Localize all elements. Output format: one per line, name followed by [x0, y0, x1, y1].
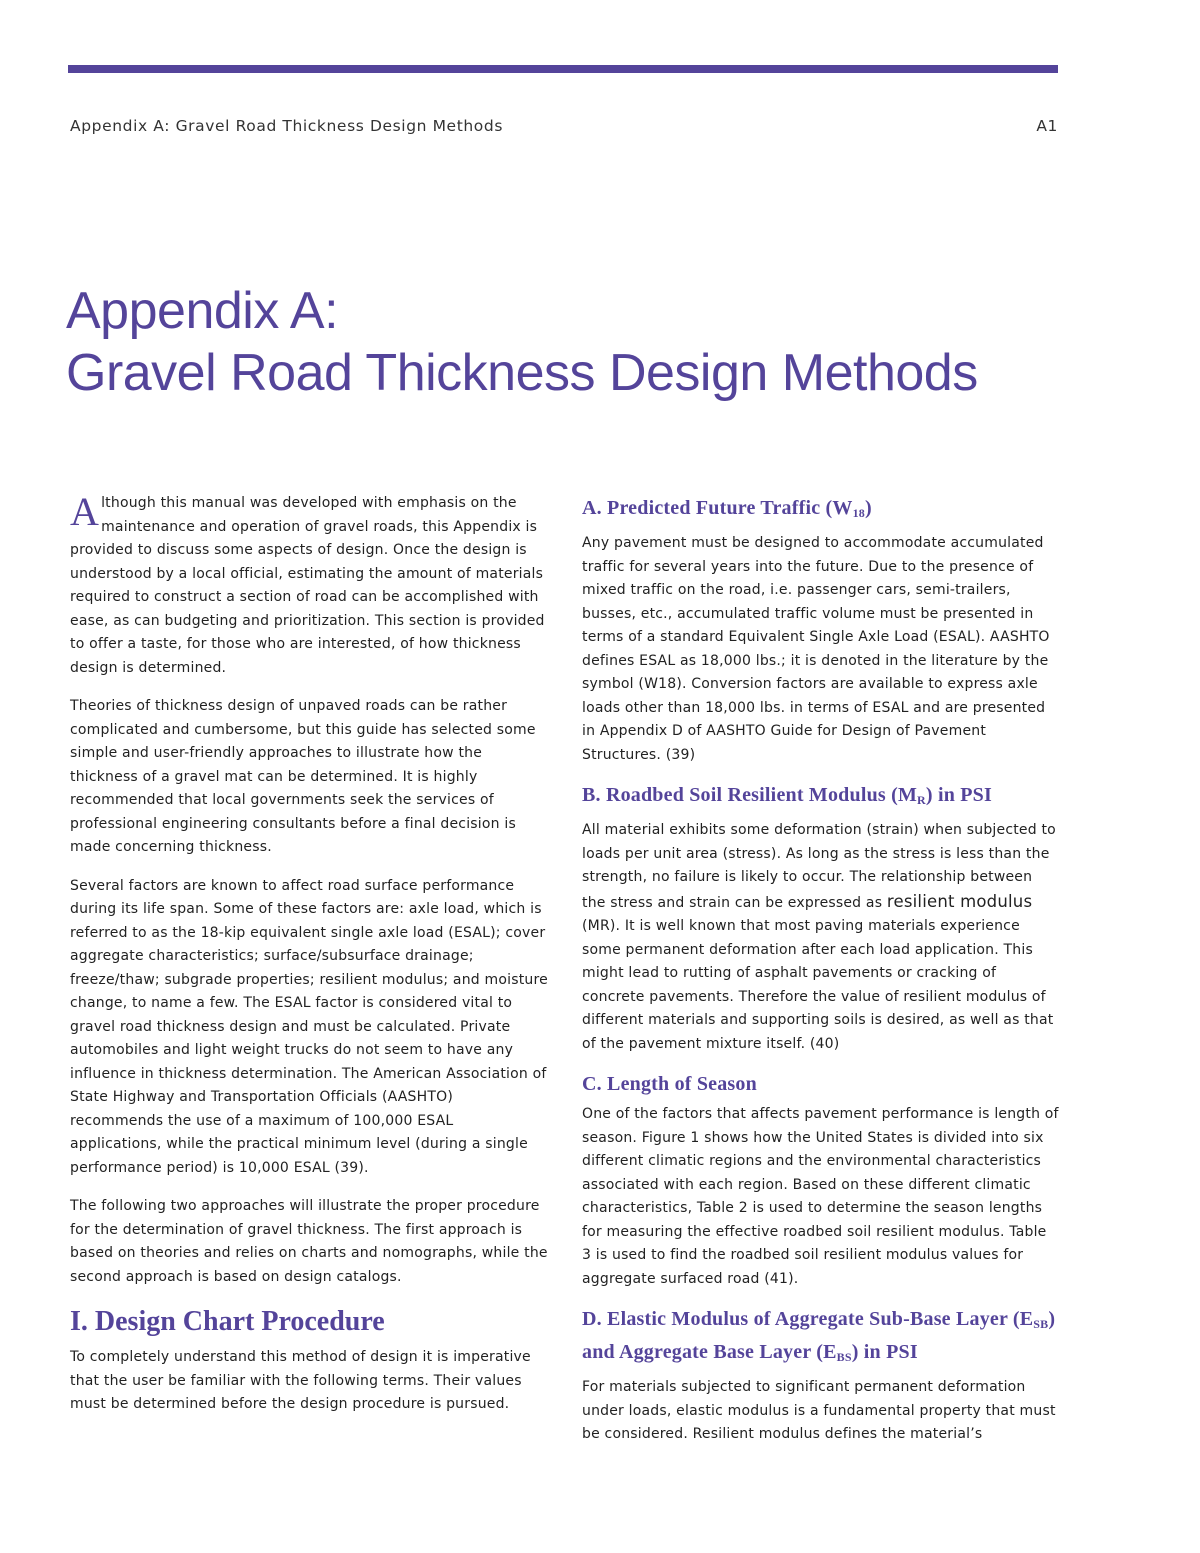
paragraph-predicted-traffic: Any pavement must be designed to accommodate accumulated traffic for several years into the future. Due to the presence of mixed traffic on the road, i.e. passenger cars, semi-trailers, busses, etc., accumulated traffic volume must be presented in terms of a standard Equivalent Single Axle Load (ESAL). AASHTO defines ESAL as 18,000 lbs.; it is denoted in the literature by the symbol (W18). Conversion factors are available to express axle loads other than 18,000 lbs. in terms of ESAL and are presented in Appendix D of AASHTO Guide for Design of Pavement Structures. (39) — [582, 535, 1050, 763]
paragraph-terms: To completely understand this method of design it is imperative that the user be familiar with the following terms. Their values must be determined before the design procedure is pursued. — [70, 1349, 531, 1412]
running-header — [70, 117, 1058, 135]
paragraph-resilient-modulus: All material exhibits some deformation (strain) when subjected to loads per unit area (stress). As long as the stress is less than the strength, no failure is likely to occur. The relationship between the stress and strain can be expressed as resilient modulus (MR). It is well known that most paving materials experience some permanent deformation after each load application. This might lead to rutting of asphalt pavements or cracking of concrete pavements. Therefore the value of resilient modulus of different materials and supporting soils is desired, as well as that of the pavement mixture itself. (40) — [582, 822, 1056, 1052]
paragraph-theories: Theories of thickness design of unpaved roads can be rather complicated and cumbersome, but this guide has selected some simple and user-friendly approaches to illustrate how the thickness of a gravel mat can be determined. It is highly recommended that local governments seek the services of professional engineering consultants before a final decision is made concerning thickness. — [70, 698, 536, 855]
top-rule — [68, 65, 1058, 73]
drop-cap: A — [70, 489, 100, 534]
page-title-line1: Appendix A: — [66, 282, 339, 340]
running-title: Appendix A: Gravel Road Thickness Design Methods — [70, 117, 503, 135]
page-title — [66, 280, 1126, 404]
page-number: A1 — [1036, 117, 1058, 135]
heading-length-of-season: C. Length of Season — [582, 1073, 757, 1095]
section-heading-design-chart: I. Design Chart Procedure — [70, 1306, 385, 1337]
intro-paragraph: Although this manual was developed with emphasis on the maintenance and operation of gravel roads, this Appendix is provided to discuss some aspects of design. Once the design is understood by a local official, estimating the amount of materials required to construct a section of road can be accomplished with ease, as can budgeting and prioritization. This section is provided to offer a taste, for those who are interested, of how thickness design is determined. — [70, 489, 545, 676]
paragraph-length-of-season: One of the factors that affects pavement performance is length of season. Figure 1 shows how the United States is divided into six different climatic regions and the environmental characteristics associated with each region. Based on these different climatic characteristics, Table 2 is used to determine the season lengths for measuring the effective roadbed soil resilient modulus. Table 3 is used to find the roadbed soil resilient modulus values for aggregate surfaced road (41). — [582, 1106, 1059, 1287]
paragraph-approaches: The following two approaches will illustrate the proper procedure for the determination of gravel thickness. The first approach is based on theories and relies on charts and nomographs, while the second approach is based on design catalogs. — [70, 1198, 548, 1285]
paragraph-elastic-modulus: For materials subjected to significant permanent deformation under loads, elastic modulus is a fundamental property that must be considered. Resilient modulus defines the material’s — [582, 1379, 1056, 1442]
heading-predicted-traffic: A. Predicted Future Traffic $(W_{18})$ — [582, 497, 872, 520]
left-column — [70, 489, 548, 1432]
term-resilient-modulus: resilient modulus — [886, 891, 1033, 911]
paragraph-factors: Several factors are known to affect road surface performance during its life span. Some of these factors are: axle load, which is referred to as the 18-kip equivalent single axle load (ESAL); cover aggregate characteristics; surface/subsurface drainage; freeze/thaw; subgrade properties; resilient modulus; and moisture change, to name a few. The ESAL factor is considered vital to gravel road thickness design and must be calculated. Private automobiles and light weight trucks do not seem to have any influence in thickness determination. The American Association of State Highway and Transportation Officials (AASHTO) recommends the use of a maximum of 100,000 ESAL applications, while the practical minimum level (during a single performance period) is 10,000 ESAL (39). — [70, 877, 548, 1176]
heading-elastic-modulus: D. Elastic Modulus of Aggregate Sub-Base Layer $(E_{SB})$ and Aggregate Base Layer $(E_{BS})$ in PSI — [582, 1308, 1056, 1364]
right-column — [582, 492, 1060, 1461]
page-title-line2: Gravel Road Thickness Design Methods — [66, 344, 978, 402]
heading-resilient-modulus: B. Roadbed Soil Resilient Modulus $(M_R)$ in PSI — [582, 784, 992, 807]
